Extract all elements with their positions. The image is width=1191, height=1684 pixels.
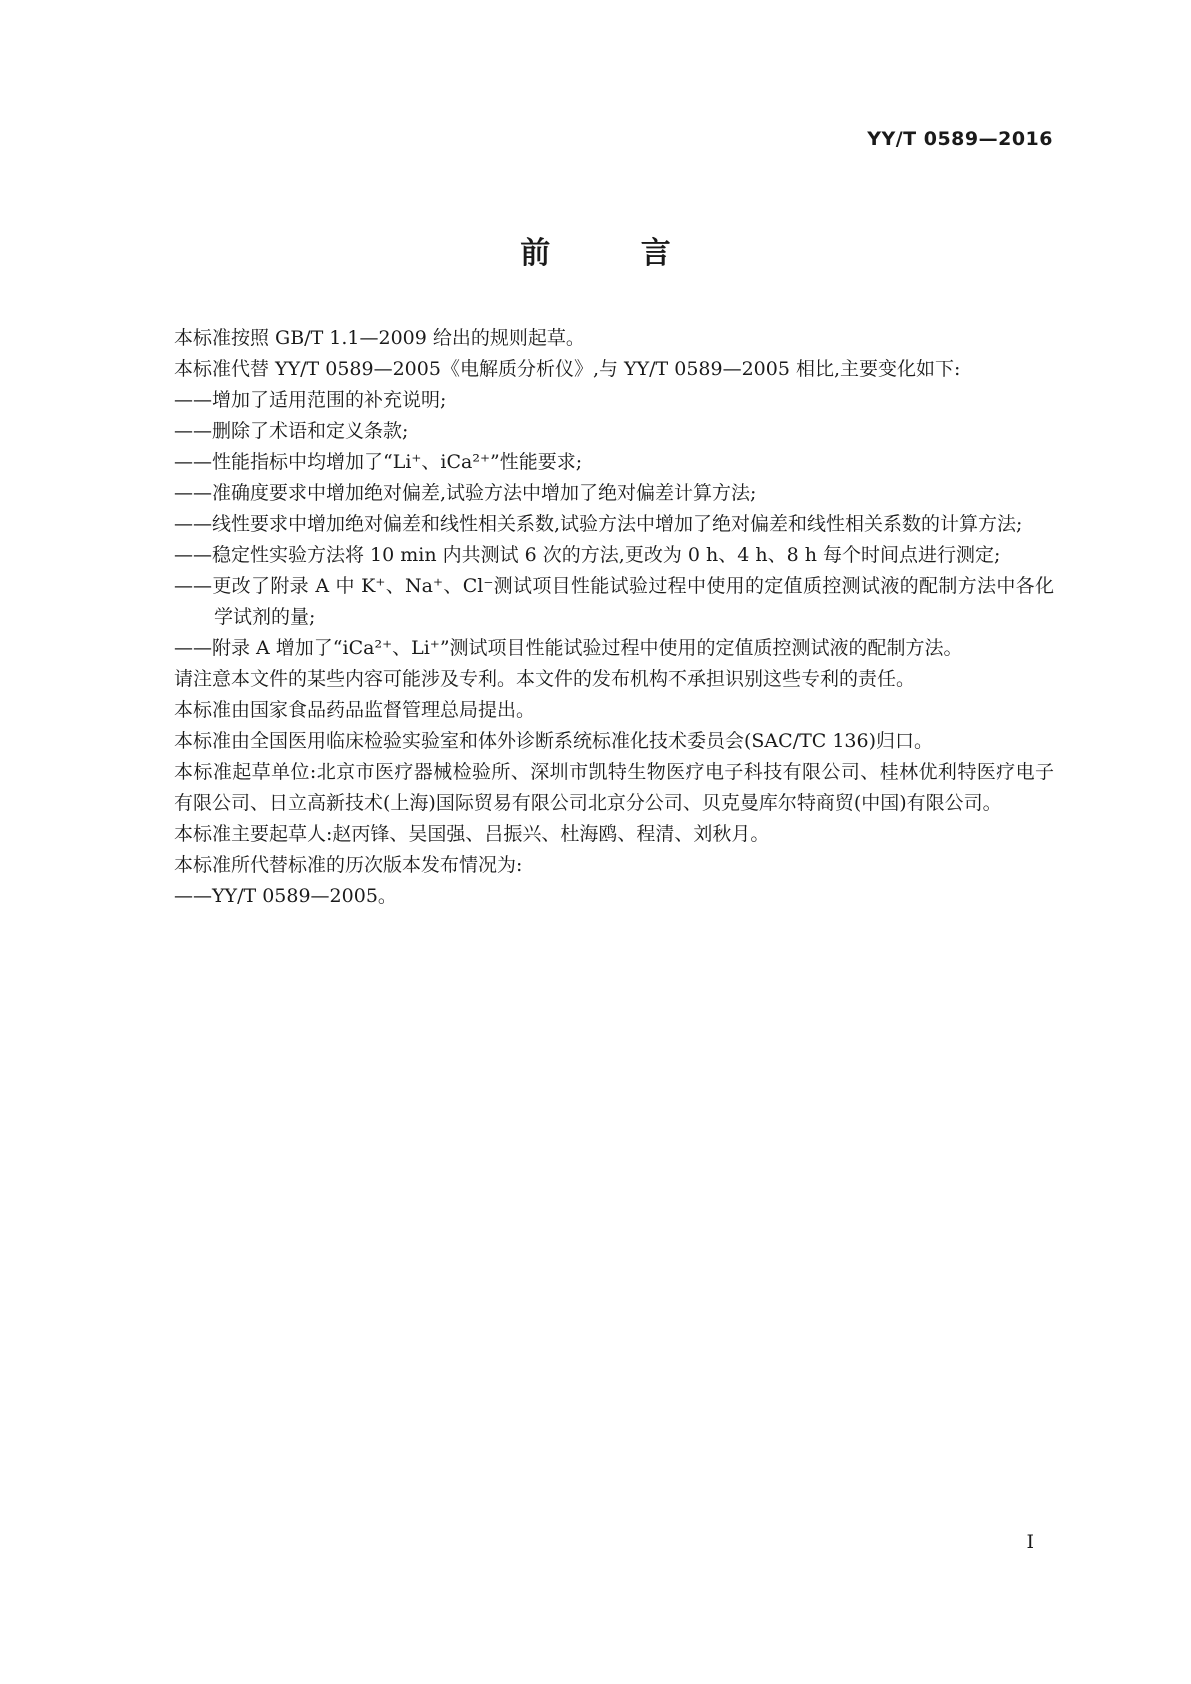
- list-item-change: ——线性要求中增加绝对偏差和线性相关系数,试验方法中增加了绝对偏差和线性相关系数的计算方法;: [174, 513, 1023, 535]
- paragraph-proposer: 本标准由国家食品药品监督管理总局提出。: [174, 699, 536, 721]
- paragraph-patent-notice: 请注意本文件的某些内容可能涉及专利。本文件的发布机构不承担识别这些专利的责任。: [174, 668, 916, 690]
- list-item-change: ——更改了附录 A 中 K⁺、Na⁺、Cl⁻测试项目性能试验过程中使用的定值质控测试液的配制方法中各化学试剂的量;: [174, 575, 1054, 628]
- paragraph-drafting-units: 本标准起草单位:北京市医疗器械检验所、深圳市凯特生物医疗电子科技有限公司、桂林优利特医疗电子有限公司、日立高新技术(上海)国际贸易有限公司北京分公司、贝克曼库尔特商贸(中国)有限公司。: [174, 761, 1054, 814]
- paragraph-drafting-rules: 本标准按照 GB/T 1.1—2009 给出的规则起草。: [174, 327, 585, 349]
- paragraph-replacement: 本标准代替 YY/T 0589—2005《电解质分析仪》,与 YY/T 0589—2005 相比,主要变化如下:: [174, 358, 961, 380]
- list-item-change: ——性能指标中均增加了“Li⁺、iCa²⁺”性能要求;: [174, 451, 583, 473]
- page-title: 前 言: [520, 236, 711, 271]
- list-item-change: ——增加了适用范围的补充说明;: [174, 389, 447, 411]
- standard-code: YY/T 0589—2016: [867, 128, 1053, 150]
- list-item-change: ——稳定性实验方法将 10 min 内共测试 6 次的方法,更改为 0 h、4 h、8 h 每个时间点进行测定;: [174, 544, 1001, 566]
- paragraph-history-intro: 本标准所代替标准的历次版本发布情况为:: [174, 854, 523, 876]
- list-item-change: ——附录 A 增加了“iCa²⁺、Li⁺”测试项目性能试验过程中使用的定值质控测试液的配制方法。: [174, 637, 963, 659]
- document-body: [174, 323, 1054, 912]
- list-item-history: ——YY/T 0589—2005。: [174, 885, 397, 907]
- paragraph-committee: 本标准由全国医用临床检验实验室和体外诊断系统标准化技术委员会(SAC/TC 136)归口。: [174, 730, 934, 752]
- list-item-change: ——准确度要求中增加绝对偏差,试验方法中增加了绝对偏差计算方法;: [174, 482, 757, 504]
- paragraph-drafters: 本标准主要起草人:赵丙锋、吴国强、吕振兴、杜海鸥、程清、刘秋月。: [174, 823, 770, 845]
- page-number: I: [1026, 1531, 1034, 1553]
- list-item-change: ——删除了术语和定义条款;: [174, 420, 409, 442]
